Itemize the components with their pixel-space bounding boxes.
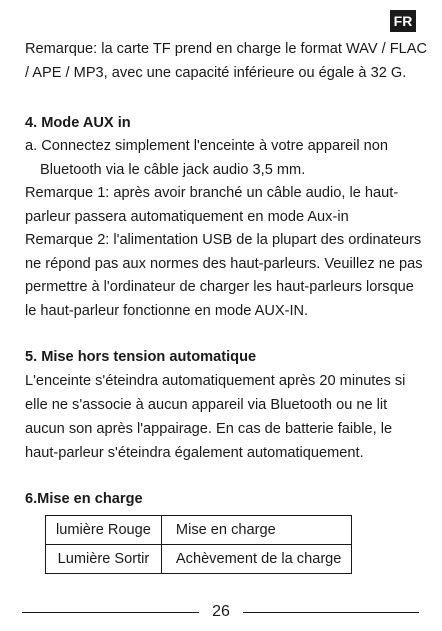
table-cell: Achèvement de la charge (161, 545, 352, 574)
paragraph-line: a. Connectez simplement l'enceinte à votre appareil non (25, 138, 388, 154)
paragraph-line: le haut-parleur fonctionne en mode AUX-IN. (25, 303, 309, 319)
paragraph-line: Remarque: la carte TF prend en charge le format WAV / FLAC (25, 41, 428, 57)
section-heading-auto-off: 5. Mise hors tension automatique (25, 349, 257, 365)
table-row (46, 516, 352, 545)
paragraph-line: Bluetooth via le câble jack audio 3,5 mm. (40, 162, 306, 178)
paragraph-line: Remarque 1: après avoir branché un câble audio, le haut- (25, 185, 399, 201)
paragraph-line: ne répond pas aux normes des haut-parleurs. Veuillez ne pas (25, 256, 423, 272)
table-cell: Mise en charge (161, 516, 352, 545)
paragraph-line: parleur passera automatiquement en mode Aux-in (25, 209, 349, 225)
paragraph-line: / APE / MP3, avec une capacité inférieure ou égale à 32 G. (25, 65, 407, 81)
paragraph-line: Remarque 2: l'alimentation USB de la plupart des ordinateurs (25, 232, 422, 248)
page-number: 26 (212, 603, 230, 620)
paragraph-line: haut-parleur s'éteindra également automatiquement. (25, 445, 364, 461)
footer-rule-right (243, 612, 419, 613)
table-cell: lumière Rouge (46, 516, 162, 545)
charging-status-table (45, 515, 352, 574)
section-heading-charging: 6.Mise en charge (25, 491, 143, 507)
table-cell: Lumière Sortir (46, 545, 162, 574)
section-heading-aux: 4. Mode AUX in (25, 115, 131, 131)
paragraph-line: elle ne s'associe à aucun appareil via Bluetooth ou ne lit (25, 397, 388, 413)
paragraph-line: permettre à l'ordinateur de charger les haut-parleurs lorsque (25, 279, 414, 295)
footer-rule-left (22, 612, 199, 613)
paragraph-line: aucun son après l'appairage. En cas de batterie faible, le (25, 421, 393, 437)
paragraph-line: L'enceinte s'éteindra automatiquement après 20 minutes si (25, 373, 406, 389)
table-row (46, 545, 352, 574)
language-badge: FR (390, 10, 416, 32)
